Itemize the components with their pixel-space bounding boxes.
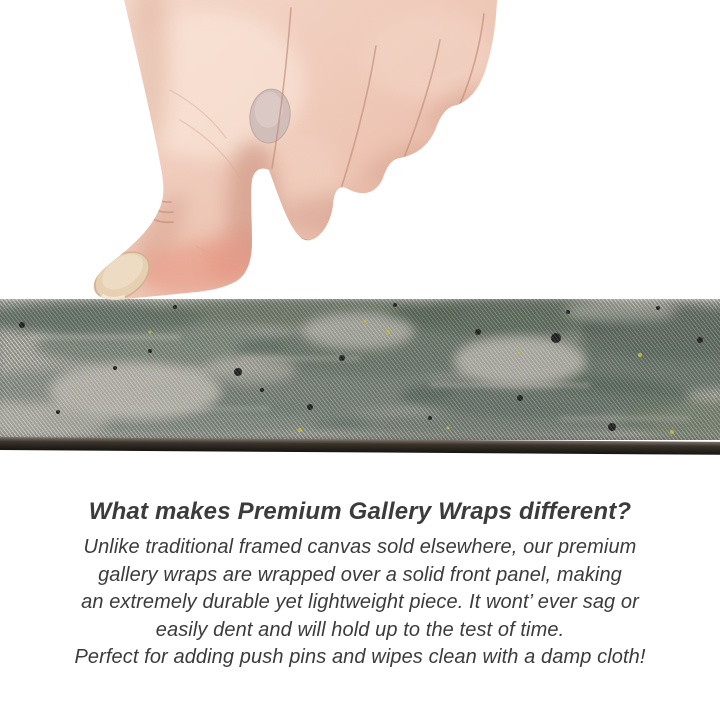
- canvas-paint-texture-icon: [0, 299, 720, 440]
- caption-line-3: an extremely durable yet lightweight piece. It wont’ ever sag or: [81, 591, 639, 613]
- caption-line-4: easily dent and will hold up to the test of time.: [155, 618, 565, 641]
- caption-heading: What makes Premium Gallery Wraps different?: [88, 498, 632, 525]
- caption-line-5: Perfect for adding push pins and wipes clean with a damp cloth!: [74, 646, 646, 668]
- canvas-edge-strip: [0, 299, 720, 456]
- caption: [40, 498, 680, 672]
- caption-line-2: gallery wraps are wrapped over a solid front panel, making: [98, 563, 622, 586]
- hero-photo: [0, 0, 720, 310]
- canvas-fabric-texture: [0, 299, 720, 440]
- caption-line-1: Unlike traditional framed canvas sold elsewhere, our premium: [83, 536, 637, 558]
- hand-pressing-icon: [0, 0, 720, 310]
